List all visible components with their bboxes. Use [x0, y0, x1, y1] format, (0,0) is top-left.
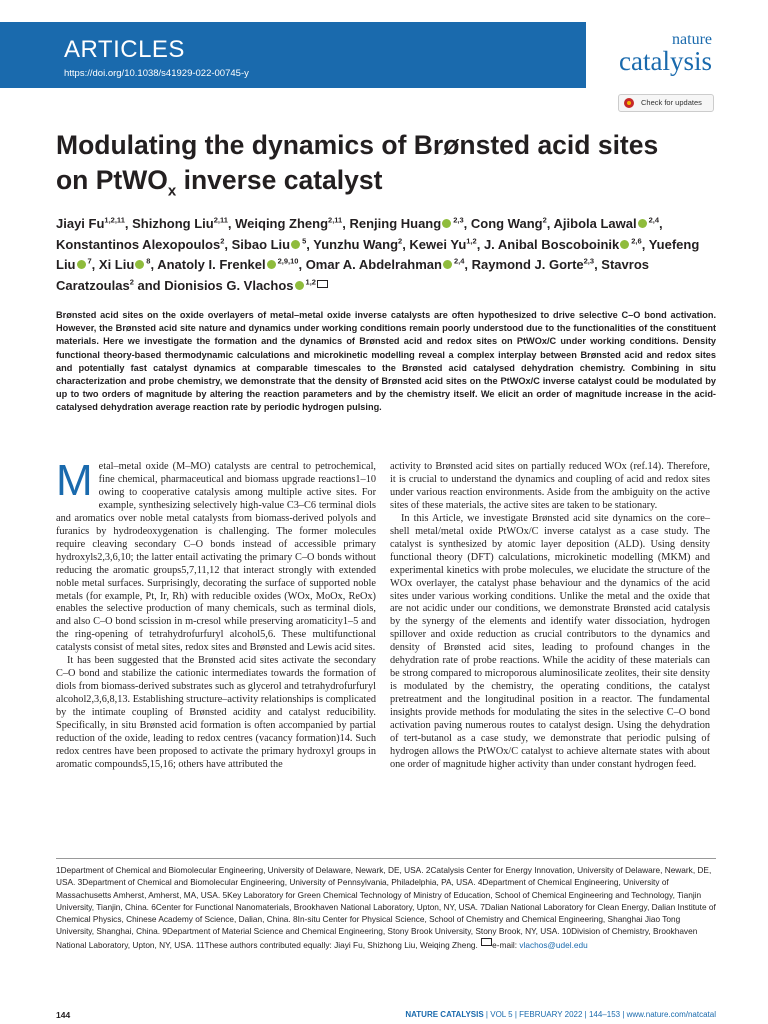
author-affiliation-number: 7 — [87, 256, 92, 266]
author-name[interactable]: Cong Wang — [470, 216, 543, 231]
author-affiliation-number: 2,9,10 — [277, 256, 299, 266]
affiliations — [56, 864, 716, 951]
orcid-icon[interactable] — [135, 260, 144, 269]
check-updates-button[interactable] — [618, 94, 714, 112]
body-column-right — [390, 461, 710, 772]
email-link[interactable]: vlachos@udel.edu — [519, 939, 588, 950]
dropcap: M — [56, 456, 93, 505]
author-affiliation-number: 2 — [542, 215, 547, 225]
author-name[interactable]: Kewei Yu — [409, 236, 467, 252]
author-affiliation-number: 1,2 — [466, 236, 477, 246]
orcid-icon[interactable] — [77, 260, 86, 269]
journal-logo[interactable] — [596, 24, 712, 86]
title-line-1: Modulating the dynamics of Brønsted acid sites — [56, 130, 659, 160]
author-affiliation-number: 2 — [129, 277, 134, 287]
author-affiliation-number: 2,3 — [583, 256, 595, 266]
title-line-2-start: on PtWO — [56, 165, 168, 195]
article-title — [56, 128, 716, 208]
author-affiliation-number: 2,4 — [453, 256, 465, 266]
author-name[interactable]: Anatoly I. Frenkel — [157, 257, 266, 272]
body-paragraph-2: It has been suggested that the Brønsted acid sites activate the secondary C–O bond and stabilize the cationic intermediates towards the formation of diols from biomass-derived substrates such as glycerol and tetrahydrofurfuryl alcohol2,3,6,8,13. Establishing structure–activity relationships is complicated by the intimate coupling of Brønsted acidity and catalyst reducibility. Specifically, in situ Brønsted acid formation is often accompanied by partial reduction of the oxide, leading to redox centres (vacancy formation)14. Such redox centres have been proposed to activate the primary hydroxyl groups in aromatic compounds5,15,16; others have attributed the — [56, 655, 376, 770]
author-name[interactable]: Omar A. Abdelrahman — [305, 257, 442, 272]
body-text-left-1: etal–metal oxide (M–MO) catalysts are central to petrochemical, fine chemical, pharmaceutical and biomass upgrade reactions1–10 owing to cooperative catalysis among multiple active sites. For example, synthesizing selectively high-value C3–C6 terminal diols and aromatics over noble metal catalysts from biomass-derived polyols and furanics by hydrodeoxygenation is challenging. The former molecules require cleaving secondary C–O bonds instead of accessible primary hydroxyls2,3,6,10; the latter entail activating the primary C–O bonds without reducing the aromatic groups5,7,11,12 that interact strongly with extended noble metal surfaces. Surprisingly, decorating the surface of supported noble metals (for example, Pt, Ir, Rh) with reducible oxides (WOx, MoOx, ReOx) enables the selective production of many chemicals, such as terminal diols, and also C–O bond scission in m-cresol while preserving aromaticity1–5 and the ring-opening of tetrahydrofurfuryl alcohol5,6. These multifunctional catalysts consist of metal sites, redox sites and Brønsted and Lewis acid sites. — [56, 461, 376, 654]
author-name[interactable]: Ajibola Lawal — [553, 216, 637, 231]
footer-citation — [405, 1010, 716, 1019]
author-affiliation-number: 1,2,11 — [104, 215, 125, 225]
author-affiliation-number: 5 — [302, 236, 307, 246]
orcid-icon[interactable] — [638, 219, 647, 228]
author-affiliation-number: 2,11 — [213, 215, 228, 225]
author-name[interactable]: Renjing Huang — [349, 216, 442, 231]
author-name[interactable]: Sibao Liu — [231, 236, 291, 252]
footer-url[interactable]: www.nature.com/natcatal — [626, 1010, 716, 1019]
mail-icon — [481, 938, 492, 946]
journal-banner — [0, 0, 768, 100]
author-name[interactable]: Konstantinos Alexopoulos — [56, 236, 221, 252]
logo-catalysis-text: catalysis — [619, 46, 712, 76]
orcid-icon[interactable] — [291, 240, 300, 249]
orcid-icon[interactable] — [295, 281, 304, 290]
author-affiliation-number: 1,2 — [305, 277, 316, 287]
author-affiliation-number: 2 — [398, 236, 403, 246]
author-name[interactable]: Shizhong Liu — [132, 216, 214, 231]
page-number: 144 — [56, 1010, 71, 1020]
logo-nature-text: nature — [672, 31, 712, 48]
author-name[interactable]: Yuefeng Liu — [56, 236, 700, 272]
author-list: Jiayi Fu$^{1,2,11}$, Shizhong Liu$^{2,11}$, Weiqing Zheng$^{2,11}$, Renjing Huang $^{2,3}$, Cong Wang$^2$, Ajibola Lawal $^{2,4}$, Konstantinos Alexopoulos$^2$, Sibao Liu $^5$, Yunzhu Wang$^2$, Kewei Yu$^{1,2}$, J. Anibal Boscoboinik $^{2,6}$, Yuefeng Liu $^7$, Xi Liu $^8$, Anatoly I. Frenkel $^{2,9,10}$, Omar A. Abdelrahman $^{2,4}$, Raymond J. Gorte$^{2,3}$, Stavros Caratzoulas$^2$ and Dionisios G. Vlachos $^{1,2}$ — [56, 215, 700, 293]
author-affiliation-number: 8 — [146, 256, 151, 266]
body-paragraph-3: activity to Brønsted acid sites on partially reduced WOx (ref.14). Therefore, it is crucial to understand the dynamics and coupling of acid and redox sites under various reaction environments. Aside from the ambiguity on the active sites of these materials, the active sites are taken to be stationary. — [390, 461, 710, 511]
body-column-left — [56, 456, 376, 772]
corresponding-mail-icon[interactable] — [317, 280, 328, 288]
body-paragraph-4: In this Article, we investigate Brønsted acid site dynamics on the core–shell metal/metal oxide PtWOx/C inverse catalyst as a case study. The catalyst is synthesized by atomic layer deposition (ALD). Using density functional theory (DFT) calculations, microkinetic modelling (MKM) and experimental kinetics with probe molecules, we elucidate the structure of the WOx overlayer, the catalyst phase behaviour and the dynamics of the acid sites under various working conditions. Unlike the metal and the oxide that are not acidic under our conditions, we demonstrate Brønsted acid catalysis by the synergy of the elements and identify water dissociation, hydrogen spillover and oxide reduction as crucial contributors to the dynamics and density of Brønsted acid sites, leading to profound changes in the dehydration rate of probe reactions. While the acidity of these materials can be strong compared to microporous aluminosilicate zeolites, their site density is modulated by the chemistry, the operating conditions, the catalyst pretreatment and the longitudinal position in a reactor. The fundamental insights provide methods for modulating the sites in the selective C–O bond activation paving numerous routes to catalyst design. Using the dehydration of tert-butanol as a case study, we demonstrate that periodic pulsing of hydrogen allows the PtWOx/C catalyst to achieve alternate states with about one order of magnitude higher activity than under constant hydrogen feed. — [390, 512, 710, 770]
author-name[interactable]: Dionisios G. Vlachos — [164, 277, 294, 293]
footer-journal: NATURE CATALYSIS — [405, 1010, 484, 1019]
author-name[interactable]: Raymond J. Gorte — [471, 257, 584, 272]
author-affiliation-number: 2,3 — [453, 215, 464, 225]
orcid-icon[interactable] — [620, 240, 629, 249]
author-affiliation-number: 2,4 — [648, 215, 660, 225]
author-affiliation-number: 2 — [220, 236, 225, 246]
orcid-icon[interactable] — [443, 260, 452, 269]
author-affiliation-number: 2,6 — [631, 236, 642, 246]
orcid-icon[interactable] — [442, 219, 451, 228]
author-name[interactable]: Weiqing Zheng — [235, 216, 329, 231]
author-affiliation-number: 2,11 — [328, 215, 343, 225]
title-subscript: x — [167, 182, 177, 200]
title-line-2-end: inverse catalyst — [176, 165, 383, 195]
check-updates-label: Check for updates — [641, 98, 702, 107]
footer-issue: | VOL 5 | FEBRUARY 2022 | 144–153 | — [483, 1010, 627, 1019]
body-paragraph-1 — [56, 456, 376, 655]
orcid-icon[interactable] — [267, 260, 276, 269]
abstract: Brønsted acid sites on the oxide overlayers of metal–metal oxide inverse catalysts are often hypothesized to drive selective C–O bond activation. However, the Brønsted acid site nature and dynamics under working conditions remain poorly understood due to the functionalities of the constituent materials. Here we investigate the formation and the dynamics of Brønsted acid and redox sites on PtWOx/C under working conditions. Density functional theory-based thermodynamic calculations and microkinetic modelling reveal a complex interplay between Brønsted acid and redox sites and potentially fast catalyst dynamics at comparable timescales to the Brønsted acid catalysed dehydration chemistry. Combining in situ characterization and probe chemistry, we demonstrate that the density of Brønsted acid sites on the PtWOx/C inverse catalyst could be modulated by up to two orders of magnitude by altering the reaction parameters and by the chemistry itself. We elicit an order of magnitude increase in the acid-catalysed dehydration average reaction rate by periodic hydrogen pulsing. — [56, 310, 716, 413]
author-name[interactable]: Jiayi Fu — [56, 216, 105, 231]
author-name[interactable]: J. Anibal Boscoboinik — [483, 236, 620, 252]
doi-link[interactable]: https://doi.org/10.1038/s41929-022-00745-y — [64, 68, 249, 79]
crossmark-icon — [624, 98, 634, 108]
email-label: e-mail: — [492, 939, 520, 950]
affiliations-text: 1Department of Chemical and Biomolecular Engineering, University of Delaware, Newark, DE, USA. 2Catalysis Center for Energy Innovation, University of Delaware, Newark, DE, USA. 3Department of Chemical and Biomolecular Engineering, University of Pennsylvania, Philadelphia, PA, USA. 4Department of Chemical Engineering, University of Massachusetts Amherst, Amherst, MA, USA. 5Key Laboratory for Green Chemical Technology of Ministry of Education, School of Chemical Engineering and Technology, Tianjin University, Tianjin, China. 6Center for Functional Nanomaterials, Brookhaven National Laboratory, Upton, NY, USA. 7Dalian National Laboratory for Clean Energy, Dalian Institute of Chemical Physics, Chinese Academy of Science, Dalian, China. 8In-situ Center for Physical Science, School of Chemistry and Chemical Engineering, Shanghai Jiao Tong University, Shanghai, China. 9Department of Material Science and Chemical Engineering, Stony Brook University, Stony Brook, NY, USA. 10Division of Chemistry, Brookhaven National Laboratory, Upton, NY, USA. 11These authors contributed equally: Jiayi Fu, Shizhong Liu, Weiqing Zheng. — [56, 865, 716, 950]
section-label: ARTICLES — [64, 36, 185, 63]
author-name[interactable]: Xi Liu — [98, 257, 135, 272]
footnote-divider — [56, 858, 716, 859]
author-name[interactable]: Yunzhu Wang — [313, 236, 399, 252]
author-name[interactable]: Stavros Caratzoulas — [56, 257, 649, 293]
